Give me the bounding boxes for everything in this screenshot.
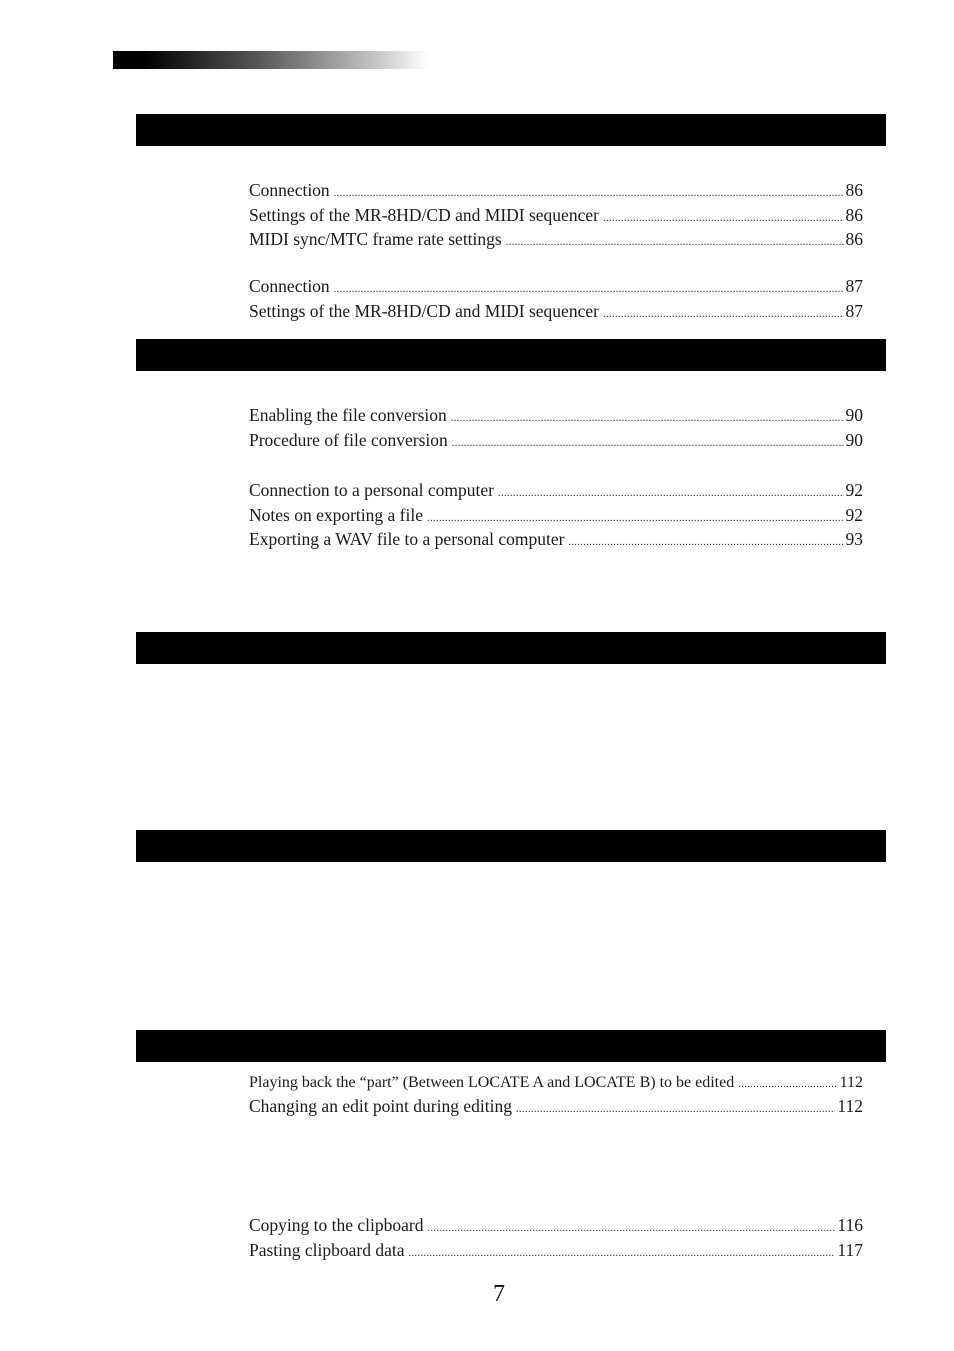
toc-entry-page: 90 [845, 405, 863, 425]
section-header-bar [136, 632, 886, 664]
toc-entry-title: Enabling the file conversion [249, 405, 447, 425]
toc-entry[interactable] [249, 229, 863, 254]
toc-entry[interactable] [249, 529, 863, 554]
dot-leader [498, 484, 844, 505]
toc-entry-title: Settings of the MR-8HD/CD and MIDI sequencer [249, 300, 599, 321]
toc-entry[interactable] [249, 180, 863, 205]
section-header-bar [136, 830, 886, 862]
toc-entry-page: 87 [845, 276, 863, 296]
toc-entry[interactable] [249, 1215, 863, 1240]
toc-entry-title: Copying to the clipboard [249, 1215, 424, 1235]
toc-entry-title: Changing an edit point during editing [249, 1095, 512, 1116]
toc-entry-page: 92 [845, 504, 863, 525]
toc-entry[interactable] [249, 480, 863, 505]
toc-entry[interactable] [249, 1096, 863, 1121]
toc-group [249, 405, 863, 454]
toc-entry-title: Connection [249, 276, 330, 296]
toc-entry[interactable] [249, 276, 863, 301]
toc-entry-title: MIDI sync/MTC frame rate settings [249, 229, 502, 249]
dot-leader [603, 209, 844, 230]
dot-leader [603, 305, 844, 326]
dot-leader [428, 1219, 836, 1240]
dot-leader [451, 409, 844, 430]
toc-entry[interactable] [249, 505, 863, 530]
section-header-bar [136, 1030, 886, 1062]
toc-entry-title: Procedure of file conversion [249, 429, 448, 450]
toc-entry-title: Notes on exporting a file [249, 504, 423, 525]
toc-entry-title: Pasting clipboard data [249, 1239, 405, 1260]
dot-leader [409, 1244, 836, 1265]
toc-entry-title: Playing back the “part” (Between LOCATE A and LOCATE B) to be edited [249, 1074, 735, 1091]
dot-leader [452, 434, 844, 455]
toc-entry-page: 86 [845, 229, 863, 249]
toc-entry-title: Connection [249, 180, 330, 200]
dot-leader [516, 1100, 835, 1121]
dot-leader [738, 1075, 837, 1096]
toc-entry[interactable] [249, 405, 863, 430]
dot-leader [334, 280, 844, 301]
toc-entry-page: 86 [845, 204, 863, 225]
toc-entry-page: 112 [837, 1095, 863, 1116]
toc-group [249, 1073, 863, 1120]
toc-entry[interactable] [249, 430, 863, 455]
toc-group [249, 1215, 863, 1264]
page-number: 7 [493, 1281, 505, 1307]
toc-entry[interactable] [249, 205, 863, 230]
dot-leader [427, 509, 844, 530]
toc-entry[interactable] [249, 1240, 863, 1265]
toc-entry-title: Exporting a WAV file to a personal computer [249, 529, 565, 549]
toc-entry-page: 93 [845, 529, 863, 549]
toc-entry-page: 92 [845, 480, 863, 500]
toc-group [249, 480, 863, 554]
toc-entry-page: 90 [845, 429, 863, 450]
toc-entry[interactable] [249, 301, 863, 326]
section-header-bar [136, 339, 886, 371]
toc-group [249, 276, 863, 325]
toc-entry-title: Settings of the MR-8HD/CD and MIDI sequencer [249, 204, 599, 225]
dot-leader [506, 233, 844, 254]
toc-entry-page: 86 [845, 180, 863, 200]
dot-leader [334, 184, 844, 205]
header-gradient-bar [113, 51, 429, 69]
toc-entry-title: Connection to a personal computer [249, 480, 494, 500]
dot-leader [568, 533, 843, 554]
toc-entry-page: 87 [845, 300, 863, 321]
toc-entry[interactable] [249, 1073, 863, 1096]
toc-entry-page: 116 [837, 1215, 863, 1235]
toc-group [249, 180, 863, 254]
toc-entry-page: 112 [839, 1074, 863, 1091]
section-header-bar [136, 114, 886, 146]
toc-entry-page: 117 [837, 1239, 863, 1260]
